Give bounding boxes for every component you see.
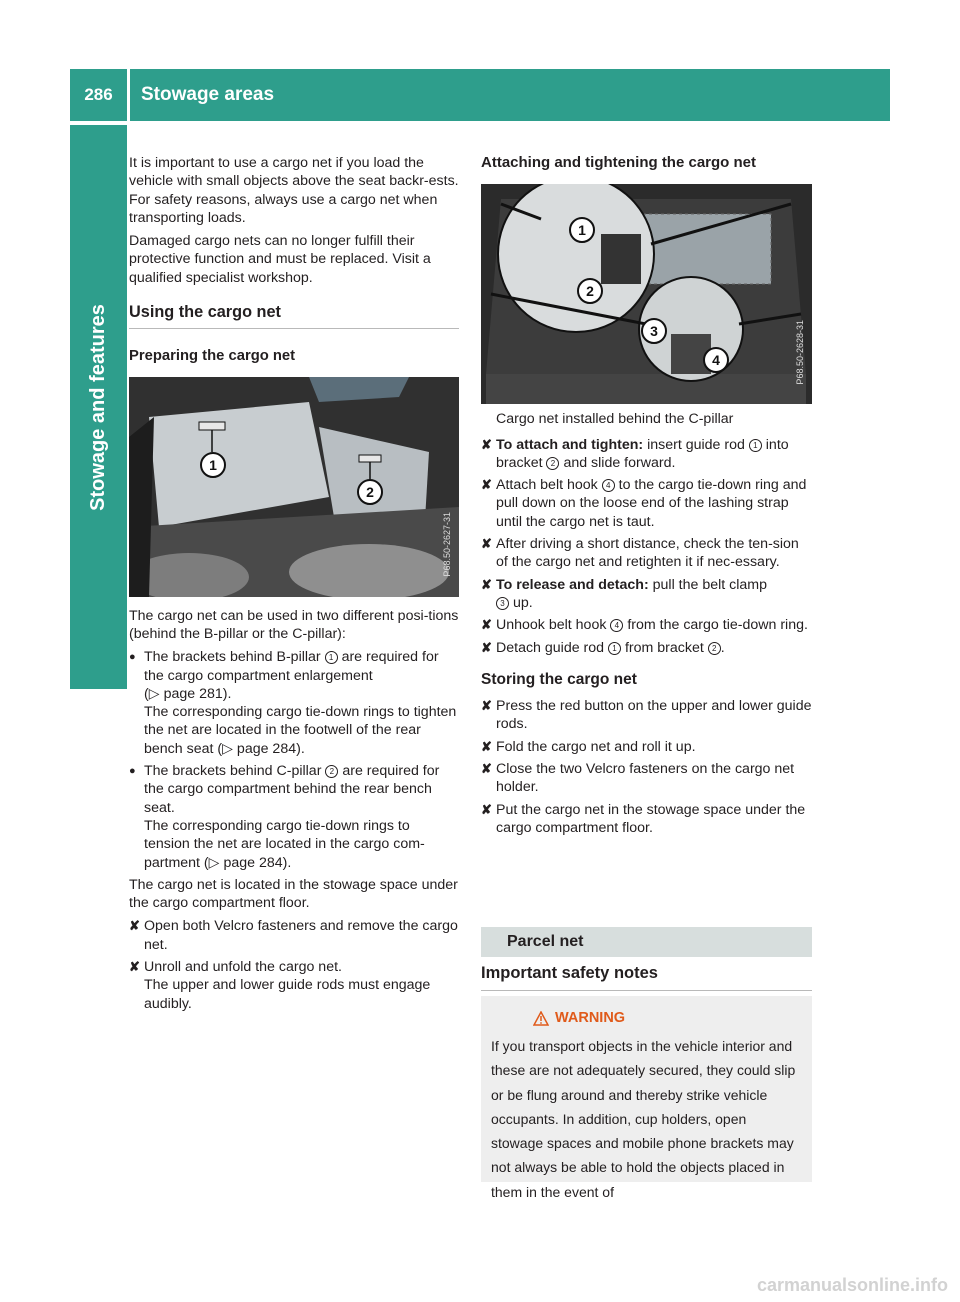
step-press-red-button: ✘ Press the red button on the upper and lower guide rods.: [481, 698, 812, 733]
ref-number-4: 4: [610, 619, 623, 632]
stowed-location-paragraph: The cargo net is located in the stowage space under the cargo compartment floor.: [129, 876, 458, 912]
step-open-velcro: ✘ Open both Velcro fasteners and remove the cargo net.: [129, 918, 458, 953]
interior-illustration: [129, 377, 459, 597]
ref-number-2: 2: [325, 765, 338, 778]
heading-important-safety-notes: Important safety notes: [481, 964, 812, 991]
action-arrow-icon: ✘: [129, 918, 140, 934]
action-arrow-icon: ✘: [481, 801, 492, 817]
figure-code: P68.50-2628-31: [794, 319, 805, 385]
action-arrow-icon: ✘: [481, 536, 492, 552]
bullet-marker-icon: ●: [129, 651, 136, 664]
step-release-detach: ✘ To release and detach: pull the belt clamp 3 up.: [481, 576, 768, 611]
intro-paragraph: It is important to use a cargo net if you load the vehicle with small objects above the seat backr-ests. For safety reasons, always use a cargo net when transporting loads.: [129, 155, 459, 226]
bullet-c-pillar: ● The brackets behind C-pillar 2 are required for the cargo compartment behind the rear bench seat. The corresponding cargo tie-down rings to tension the net are located in the cargo com-partment (▷ page 284).: [129, 763, 440, 871]
heading-storing: Storing the cargo net: [481, 670, 637, 688]
c-pillar-subtext: The corresponding cargo tie-down rings to tension the net are located in the cargo com-partment (▷ page 284).: [144, 817, 425, 871]
step-unroll: ✘ Unroll and unfold the cargo net. The upper and lower guide rods must engage audibly.: [129, 959, 431, 1012]
b-pillar-subtext: The corresponding cargo tie-down rings to tighten the net are located in the footwell of the rear bench seat (▷ page 284).: [144, 704, 457, 757]
chapter-side-tab: [70, 125, 127, 689]
step-fold-roll: ✘ Fold the cargo net and roll it up.: [481, 738, 696, 755]
chapter-label: Stowage and features: [87, 303, 109, 511]
left-column: [129, 154, 459, 1017]
section-title: Stowage areas: [130, 69, 890, 121]
callout-1: 1: [200, 452, 226, 478]
watermark: carmanualsonline.info: [756, 1275, 948, 1295]
right-column: [481, 154, 812, 841]
callout-1: 1: [569, 217, 595, 243]
bullet-b-pillar: ● The brackets behind B-pillar 1 are required for the cargo compartment enlargement (▷ page 281). The corresponding cargo tie-down rings to tighten the net are located in the footwell of the rear bench seat (▷ page 284).: [129, 649, 457, 757]
ref-number-1: 1: [325, 651, 338, 664]
step-attach-belt-hook: ✘ Attach belt hook 4 to the cargo tie-down ring and pull down on the loose end of the lashing strap until the cargo net is taut.: [481, 477, 807, 530]
action-arrow-icon: ✘: [129, 959, 140, 975]
ref-number-2: 2: [708, 642, 721, 655]
action-arrow-icon: ✘: [481, 639, 492, 655]
step-check-tension: ✘ After driving a short distance, check the ten-sion of the cargo net and retighten it if nec-essary.: [481, 536, 799, 571]
action-arrow-icon: ✘: [481, 477, 492, 493]
action-arrow-icon: ✘: [481, 698, 492, 714]
action-arrow-icon: ✘: [481, 761, 492, 777]
ref-number-1: 1: [608, 642, 621, 655]
step-put-away: ✘ Put the cargo net in the stowage space under the cargo compartment floor.: [481, 801, 806, 836]
warning-text: If you transport objects in the vehicle interior and these are not adequately secured, they could slip or be flung around and thereby strike vehicle occupants. In addition, cup holders, open stowage spaces and mobile phone brackets may not always be able to hold the objects placed in them in the event of: [491, 1038, 796, 1200]
step-close-velcro: ✘ Close the two Velcro fasteners on the cargo net holder.: [481, 761, 795, 796]
ref-number-2: 2: [546, 457, 559, 470]
damaged-nets-paragraph: Damaged cargo nets can no longer fulfill their protective function and must be replaced. Visit a qualified specialist workshop.: [129, 233, 431, 286]
bullet-marker-icon: ●: [129, 765, 136, 778]
callout-2: 2: [357, 479, 383, 505]
positions-paragraph: The cargo net can be used in two different posi-tions (behind the B-pillar or the C-pillar):: [129, 607, 459, 642]
page-number: 286: [70, 69, 127, 121]
callout-4: 4: [703, 347, 729, 373]
callout-2: 2: [577, 278, 603, 304]
ref-number-1: 1: [749, 439, 762, 452]
step-unhook-belt: ✘ Unhook belt hook 4 from the cargo tie-down ring.: [481, 617, 808, 634]
step-attach-tighten: ✘ To attach and tighten: insert guide rod 1 into bracket 2 and slide forward.: [481, 436, 789, 471]
heading-attaching: Attaching and tightening the cargo net: [481, 154, 756, 171]
cargo-area-illustration: [481, 184, 812, 404]
warning-box: [481, 996, 812, 1200]
action-arrow-icon: ✘: [481, 576, 492, 592]
step-detach-guide-rod: ✘ Detach guide rod 1 from bracket 2 .: [481, 639, 725, 656]
action-arrow-icon: ✘: [481, 436, 492, 452]
action-arrow-icon: ✘: [481, 738, 492, 754]
figure-caption: Cargo net installed behind the C-pillar: [496, 411, 734, 428]
heading-using-cargo-net: Using the cargo net: [129, 303, 459, 329]
figure-code: P68.50-2627-31: [441, 512, 452, 577]
figure-cargo-net-c-pillar: [481, 184, 812, 404]
heading-preparing-cargo-net: Preparing the cargo net: [129, 348, 296, 365]
figure-cargo-net-brackets: [129, 377, 459, 597]
ref-number-3: 3: [496, 597, 509, 610]
page-reference-281[interactable]: (▷ page 281).: [144, 685, 232, 702]
warning-triangle-icon: [533, 1011, 549, 1026]
callout-3: 3: [641, 318, 667, 344]
warning-title: WARNING: [555, 1010, 626, 1026]
parcel-net-band: Parcel net: [481, 927, 812, 957]
action-arrow-icon: ✘: [481, 617, 492, 633]
ref-number-4: 4: [602, 479, 615, 492]
warning-header: [491, 1010, 802, 1026]
